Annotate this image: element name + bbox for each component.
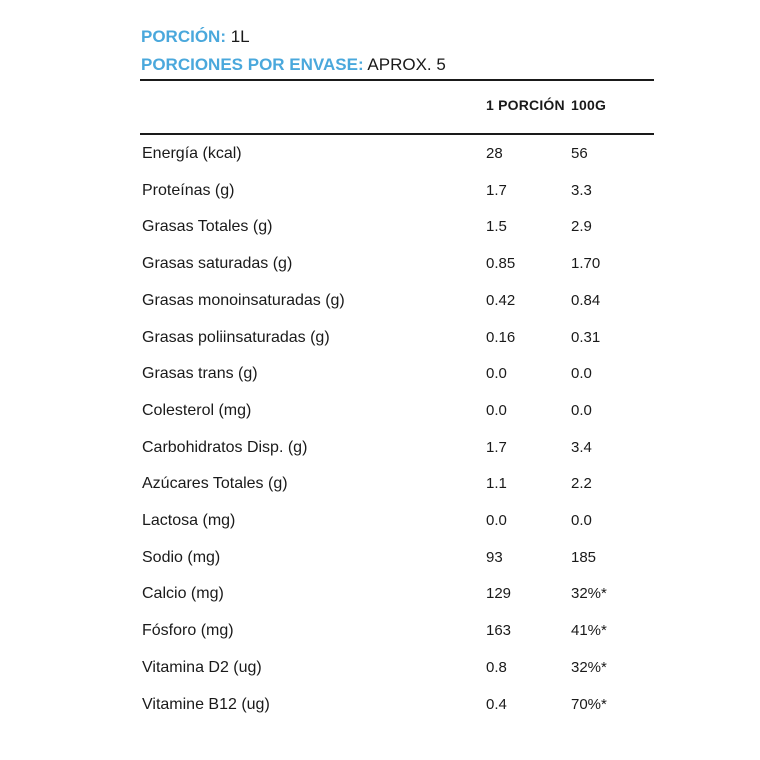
- nutrient-name: Vitamine B12 (ug): [142, 695, 270, 713]
- portion-value: 93: [486, 548, 503, 566]
- serving-size-value: 1L: [226, 27, 250, 46]
- table-row: [0, 142, 760, 166]
- servings-per-container-value: APROX. 5: [363, 55, 446, 74]
- nutrient-name: Grasas Totales (g): [142, 218, 273, 236]
- per-100g-value: 70%*: [571, 695, 607, 713]
- table-row: [0, 215, 760, 239]
- nutrient-name: Grasas trans (g): [142, 365, 258, 383]
- per-100g-value: 0.0: [571, 401, 592, 419]
- nutrient-name: Grasas monoinsaturadas (g): [142, 291, 345, 309]
- table-row: [0, 582, 760, 606]
- servings-per-container-label: PORCIONES POR ENVASE:: [141, 55, 364, 74]
- column-header-portion: 1 PORCIÓN: [486, 97, 565, 113]
- per-100g-value: 0.0: [571, 512, 592, 529]
- portion-value: 0.16: [486, 328, 516, 346]
- per-100g-value: 41%*: [571, 622, 607, 640]
- per-100g-value: 1.70: [571, 255, 601, 273]
- portion-value: 163: [486, 622, 512, 640]
- portion-value: 1.7: [486, 438, 507, 456]
- per-100g-value: 56: [571, 145, 588, 162]
- column-header-100g: 100G: [571, 97, 607, 113]
- nutrient-name: Sodio (mg): [142, 548, 221, 566]
- table-row: [0, 362, 760, 386]
- per-100g-value: 2.2: [571, 475, 592, 493]
- portion-value: 1.7: [486, 181, 507, 199]
- table-row: [0, 399, 760, 423]
- nutrient-name: Fósforo (mg): [142, 622, 234, 640]
- table-row: [0, 656, 760, 680]
- table-row: [0, 693, 760, 717]
- portion-value: 28: [486, 145, 503, 162]
- serving-size-label: PORCIÓN:: [141, 27, 226, 46]
- portion-value: 1.5: [486, 218, 507, 236]
- portion-value: 0.0: [486, 401, 507, 419]
- per-100g-value: 0.31: [571, 328, 601, 346]
- per-100g-value: 0.0: [571, 365, 592, 383]
- table-row: [0, 436, 760, 460]
- per-100g-value: 2.9: [571, 218, 592, 236]
- portion-value: 129: [486, 585, 512, 603]
- portion-value: 0.0: [486, 512, 507, 529]
- table-row: [0, 179, 760, 203]
- table-row: [0, 619, 760, 643]
- nutrient-name: Colesterol (mg): [142, 401, 252, 419]
- table-row: [0, 289, 760, 313]
- nutrient-name: Grasas poliinsaturadas (g): [142, 328, 330, 346]
- per-100g-value: 32%*: [571, 658, 607, 676]
- table-row: [0, 472, 760, 496]
- portion-value: 0.0: [486, 365, 507, 383]
- portion-value: 0.42: [486, 291, 516, 309]
- nutrient-name: Carbohidratos Disp. (g): [142, 438, 308, 456]
- per-100g-value: 185: [571, 548, 597, 566]
- table-row: [0, 546, 760, 570]
- portion-value: 0.4: [486, 695, 507, 713]
- per-100g-value: 3.3: [571, 181, 592, 199]
- portion-value: 0.85: [486, 255, 516, 273]
- nutrient-name: Azúcares Totales (g): [142, 475, 288, 493]
- portion-value: 1.1: [486, 475, 507, 493]
- nutrient-name: Grasas saturadas (g): [142, 255, 293, 273]
- nutrient-name: Vitamina D2 (ug): [142, 658, 262, 676]
- table-row: [0, 509, 760, 533]
- nutrient-name: Lactosa (mg): [142, 512, 236, 529]
- table-row: [0, 252, 760, 276]
- nutrient-name: Energía (kcal): [142, 145, 242, 162]
- table-row: [0, 326, 760, 350]
- per-100g-value: 32%*: [571, 585, 607, 603]
- per-100g-value: 0.84: [571, 291, 601, 309]
- portion-value: 0.8: [486, 658, 507, 676]
- nutrient-name: Calcio (mg): [142, 585, 224, 603]
- per-100g-value: 3.4: [571, 438, 592, 456]
- nutrient-name: Proteínas (g): [142, 181, 235, 199]
